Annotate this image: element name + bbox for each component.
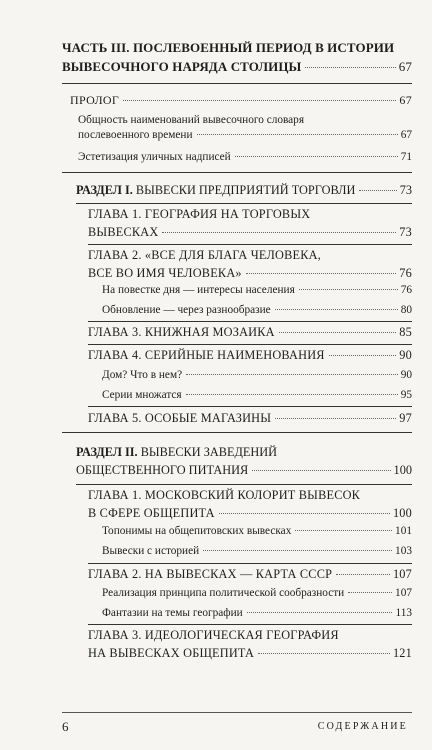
subsection-title: Фантазии на темы географии [102, 607, 243, 619]
leader-dots [275, 309, 398, 310]
leader-dots [305, 67, 395, 68]
section1-title: ВЫВЕСКИ ПРЕДПРИЯТИЙ ТОРГОВЛИ [132, 183, 356, 197]
leader-dots [247, 612, 393, 613]
page-ref: 73 [399, 183, 412, 197]
chapter-title-line1: ГЛАВА 1. ГЕОГРАФИЯ НА ТОРГОВЫХ [88, 207, 311, 221]
page-number: 6 [62, 719, 69, 734]
leader-dots [252, 470, 390, 471]
section2-entry[interactable] [76, 463, 412, 478]
page-ref: 100 [393, 463, 412, 477]
prolog-item1-line2: послевоенного времени [78, 129, 193, 141]
leader-dots [197, 134, 398, 135]
leader-dots [203, 550, 392, 551]
prolog-title: ПРОЛОГ [70, 93, 120, 107]
subsection-entry[interactable] [102, 545, 412, 557]
leader-dots [219, 513, 390, 514]
page-ref: 107 [392, 567, 412, 581]
divider [62, 83, 412, 84]
subsection-title: Вывески с историей [102, 545, 200, 557]
footer-rule [62, 712, 412, 713]
prolog-item2-title: Эстетизация уличных надписей [78, 151, 231, 163]
page-ref: 76 [400, 284, 412, 296]
page-ref: 67 [400, 129, 412, 141]
section1-entry[interactable] [76, 183, 412, 198]
leader-dots [348, 592, 392, 593]
chapter-entry[interactable] [88, 225, 412, 240]
section2-title: ВЫВЕСКИ ЗАВЕДЕНИЙ [137, 445, 278, 459]
prolog-item2-entry[interactable] [78, 151, 412, 163]
chapter-title: ГЛАВА 5. ОСОБЫЕ МАГАЗИНЫ [88, 411, 272, 425]
chapter-entry[interactable] [88, 646, 412, 661]
divider [62, 432, 412, 433]
leader-dots [275, 418, 396, 419]
page-ref: 97 [399, 411, 412, 425]
divider [88, 321, 412, 322]
leader-dots [359, 190, 396, 191]
leader-dots [295, 530, 392, 531]
divider [88, 244, 412, 245]
leader-dots [258, 653, 390, 654]
divider [88, 624, 412, 625]
page-ref: 67 [398, 59, 412, 74]
part-title-line1: ЧАСТЬ III. ПОСЛЕВОЕННЫЙ ПЕРИОД В ИСТОРИИ [62, 40, 395, 55]
chapter-title-line1: ГЛАВА 3. ИДЕОЛОГИЧЕСКАЯ ГЕОГРАФИЯ [88, 628, 339, 642]
divider [88, 563, 412, 564]
subsection-title: Серии множатся [102, 389, 182, 401]
running-head: СОДЕРЖАНИЕ [317, 721, 408, 732]
divider [62, 172, 412, 173]
part-title-line2: ВЫВЕСОЧНОГО НАРЯДА СТОЛИЦЫ [62, 59, 302, 74]
subsection-entry[interactable] [102, 284, 412, 296]
page-ref: 107 [395, 587, 412, 599]
page-ref: 95 [400, 389, 412, 401]
page-ref: 85 [399, 325, 412, 339]
subsection-entry[interactable] [102, 389, 412, 401]
chapter-title-line2: НА ВЫВЕСКАХ ОБЩЕПИТА [88, 646, 255, 660]
chapter-entry[interactable] [88, 506, 412, 521]
subsection-title: Реализация принципа политической сообразности [102, 587, 345, 599]
leader-dots [246, 273, 397, 274]
subsection-title: Дом? Что в нем? [102, 369, 183, 381]
page-ref: 71 [400, 151, 412, 163]
section2-prefix: РАЗДЕЛ II. [76, 445, 138, 459]
chapter-title: ГЛАВА 3. КНИЖНАЯ МОЗАИКА [88, 325, 275, 339]
leader-dots [336, 574, 390, 575]
subsection-title: На повестке дня — интересы населения [102, 284, 295, 296]
leader-dots [235, 156, 398, 157]
section1-prefix: РАЗДЕЛ I. [76, 183, 133, 197]
divider [88, 344, 412, 345]
page-ref: 101 [395, 525, 412, 537]
divider [76, 484, 412, 485]
leader-dots [123, 100, 396, 101]
chapter-entry[interactable] [88, 266, 412, 281]
subsection-entry[interactable] [102, 607, 412, 619]
chapter-title-line1: ГЛАВА 1. МОСКОВСКИЙ КОЛОРИТ ВЫВЕСОК [88, 488, 361, 502]
chapter-title-line2: ВСЕ ВО ИМЯ ЧЕЛОВЕКА» [88, 266, 242, 280]
divider [88, 406, 412, 407]
subsection-title: Топонимы на общепитовских вывесках [102, 525, 292, 537]
prolog-entry[interactable] [70, 93, 412, 108]
chapter-title-line2: В СФЕРЕ ОБЩЕПИТА [88, 506, 215, 520]
chapter-title: ГЛАВА 4. СЕРИЙНЫЕ НАИМЕНОВАНИЯ [88, 348, 325, 362]
chapter-entry[interactable] [88, 567, 412, 582]
page-ref: 113 [395, 607, 412, 619]
chapter-entry[interactable] [88, 325, 412, 340]
chapter-title: ГЛАВА 2. НА ВЫВЕСКАХ — КАРТА СССР [88, 567, 333, 581]
section2-title-line2: ОБЩЕСТВЕННОГО ПИТАНИЯ [76, 463, 249, 477]
part-entry[interactable] [62, 59, 412, 75]
section2-title-line1 [76, 445, 277, 460]
leader-dots [186, 394, 398, 395]
page-ref: 80 [400, 304, 412, 316]
chapter-entry[interactable] [88, 348, 412, 363]
page-ref: 73 [399, 225, 412, 239]
page-ref: 121 [392, 646, 412, 660]
divider [76, 203, 412, 204]
chapter-title-line1: ГЛАВА 2. «ВСЕ ДЛЯ БЛАГА ЧЕЛОВЕКА, [88, 248, 321, 262]
subsection-title: Обновление — через разнообразие [102, 304, 271, 316]
chapter-title-line2: ВЫВЕСКАХ [88, 225, 159, 239]
page-ref: 67 [399, 93, 412, 107]
prolog-item1-entry[interactable] [78, 129, 412, 141]
prolog-item1-line1: Общность наименований вывесочного словаря [78, 114, 305, 126]
page-ref: 90 [399, 348, 412, 362]
page-ref: 76 [399, 266, 412, 280]
subsection-entry[interactable] [102, 369, 412, 381]
subsection-entry[interactable] [102, 587, 412, 599]
leader-dots [186, 374, 398, 375]
chapter-entry[interactable] [88, 411, 412, 426]
subsection-entry[interactable] [102, 525, 412, 537]
leader-dots [299, 289, 398, 290]
leader-dots [279, 332, 397, 333]
page-ref: 90 [400, 369, 412, 381]
leader-dots [162, 232, 396, 233]
page-ref: 103 [395, 545, 412, 557]
page-ref: 100 [392, 506, 412, 520]
leader-dots [329, 355, 397, 356]
subsection-entry[interactable] [102, 304, 412, 316]
